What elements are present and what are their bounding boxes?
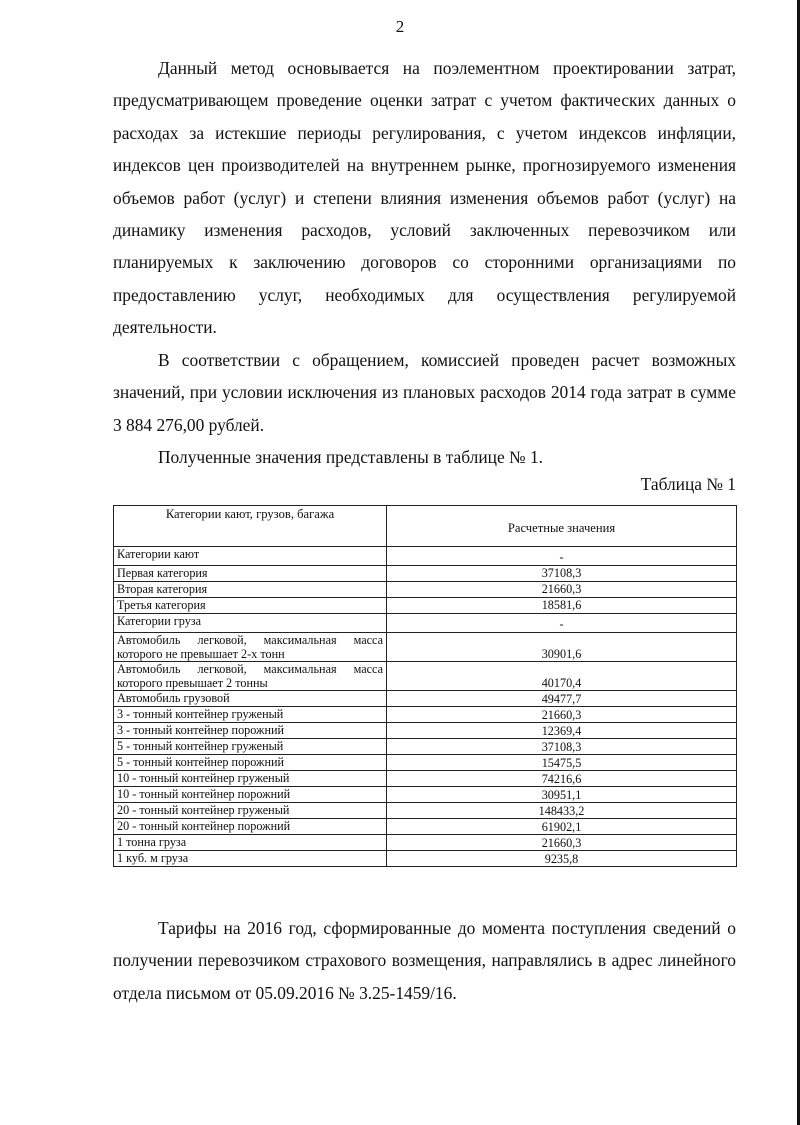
table-caption: Таблица № 1 bbox=[640, 474, 736, 494]
cell-value: 15475,5 bbox=[387, 755, 737, 771]
cell-value: 30901,6 bbox=[387, 633, 737, 662]
table-row bbox=[114, 803, 737, 819]
cell-category: 5 - тонный контейнер груженый bbox=[114, 739, 387, 755]
cell-category: Автомобиль грузовой bbox=[114, 691, 387, 707]
table-row bbox=[114, 707, 737, 723]
cell-value: 49477,7 bbox=[387, 691, 737, 707]
column-header-value: Расчетные значения bbox=[387, 506, 737, 547]
cell-value: 37108,3 bbox=[387, 739, 737, 755]
cell-category: 3 - тонный контейнер груженый bbox=[114, 707, 387, 723]
cell-category: Первая категория bbox=[114, 566, 387, 582]
cell-category: Категории груза bbox=[114, 614, 387, 633]
paragraph-calculation: В соответствии с обращением, комиссией проведен расчет возможных значений, при условии исключения из плановых расходов 2014 года затрат в сумме 3 884 276,00 рублей. bbox=[113, 350, 736, 435]
cell-value: 21660,3 bbox=[387, 835, 737, 851]
table-row bbox=[114, 633, 737, 662]
cell-value: 12369,4 bbox=[387, 723, 737, 739]
table-row bbox=[114, 851, 737, 867]
table-row bbox=[114, 819, 737, 835]
cell-category: 10 - тонный контейнер груженый bbox=[114, 771, 387, 787]
paragraph-tariffs-2016: Тарифы на 2016 год, сформированные до момента поступления сведений о получении перевозчиком страхового возмещения, направлялись в адрес линейного отдела письмом от 05.09.2016 № 3.25-1459/16. bbox=[113, 918, 736, 1003]
cell-value: 18581,6 bbox=[387, 598, 737, 614]
table-body bbox=[114, 547, 737, 867]
cell-category: Вторая категория bbox=[114, 582, 387, 598]
column-header-category: Категории кают, грузов, багажа bbox=[114, 506, 387, 547]
cell-value: 30951,1 bbox=[387, 787, 737, 803]
table-row bbox=[114, 787, 737, 803]
cell-value: 9235,8 bbox=[387, 851, 737, 867]
table-row bbox=[114, 771, 737, 787]
table-row bbox=[114, 662, 737, 691]
paragraph-method: Данный метод основывается на поэлементном проектировании затрат, предусматривающем проведение оценки затрат с учетом фактических данных о расходах за истекшие периоды регулирования, с учетом индексов инфляции, индексов цен производителей на внутреннем рынке, прогнозируемого изменения объемов работ (услуг) и степени влияния изменения объемов работ (услуг) на динамику изменения расходов, условий заключенных перевозчиком или планируемых к заключению договоров со сторонними организациями по предоставлению услуг, необходимых для осуществления регулируемой деятельности. bbox=[113, 58, 736, 338]
tariff-table bbox=[113, 505, 737, 867]
table-row bbox=[114, 835, 737, 851]
cell-category: 20 - тонный контейнер порожний bbox=[114, 819, 387, 835]
cell-value: - bbox=[387, 614, 737, 633]
cell-category: 3 - тонный контейнер порожний bbox=[114, 723, 387, 739]
table-header-row bbox=[114, 506, 737, 547]
cell-category: Автомобиль легковой, максимальная масса которого превышает 2 тонны bbox=[114, 662, 387, 691]
table-row bbox=[114, 598, 737, 614]
paragraph-table-intro: Полученные значения представлены в таблице № 1. bbox=[158, 447, 544, 467]
cell-value: 37108,3 bbox=[387, 566, 737, 582]
cell-category: 10 - тонный контейнер порожний bbox=[114, 787, 387, 803]
table-row bbox=[114, 739, 737, 755]
cell-category: Автомобиль легковой, максимальная масса которого не превышает 2-х тонн bbox=[114, 633, 387, 662]
cell-value: 21660,3 bbox=[387, 582, 737, 598]
cell-value: 148433,2 bbox=[387, 803, 737, 819]
cell-value: 74216,6 bbox=[387, 771, 737, 787]
table-row bbox=[114, 547, 737, 566]
cell-category: Категории кают bbox=[114, 547, 387, 566]
table-row bbox=[114, 582, 737, 598]
table-row bbox=[114, 755, 737, 771]
cell-category: 5 - тонный контейнер порожний bbox=[114, 755, 387, 771]
cell-category: Третья категория bbox=[114, 598, 387, 614]
table-row bbox=[114, 566, 737, 582]
cell-value: 61902,1 bbox=[387, 819, 737, 835]
table-row bbox=[114, 723, 737, 739]
cell-category: 1 куб. м груза bbox=[114, 851, 387, 867]
cell-value: - bbox=[387, 547, 737, 566]
page-number: 2 bbox=[395, 17, 405, 36]
cell-value: 40170,4 bbox=[387, 662, 737, 691]
table-row bbox=[114, 691, 737, 707]
cell-category: 1 тонна груза bbox=[114, 835, 387, 851]
table-row bbox=[114, 614, 737, 633]
cell-value: 21660,3 bbox=[387, 707, 737, 723]
cell-category: 20 - тонный контейнер груженый bbox=[114, 803, 387, 819]
